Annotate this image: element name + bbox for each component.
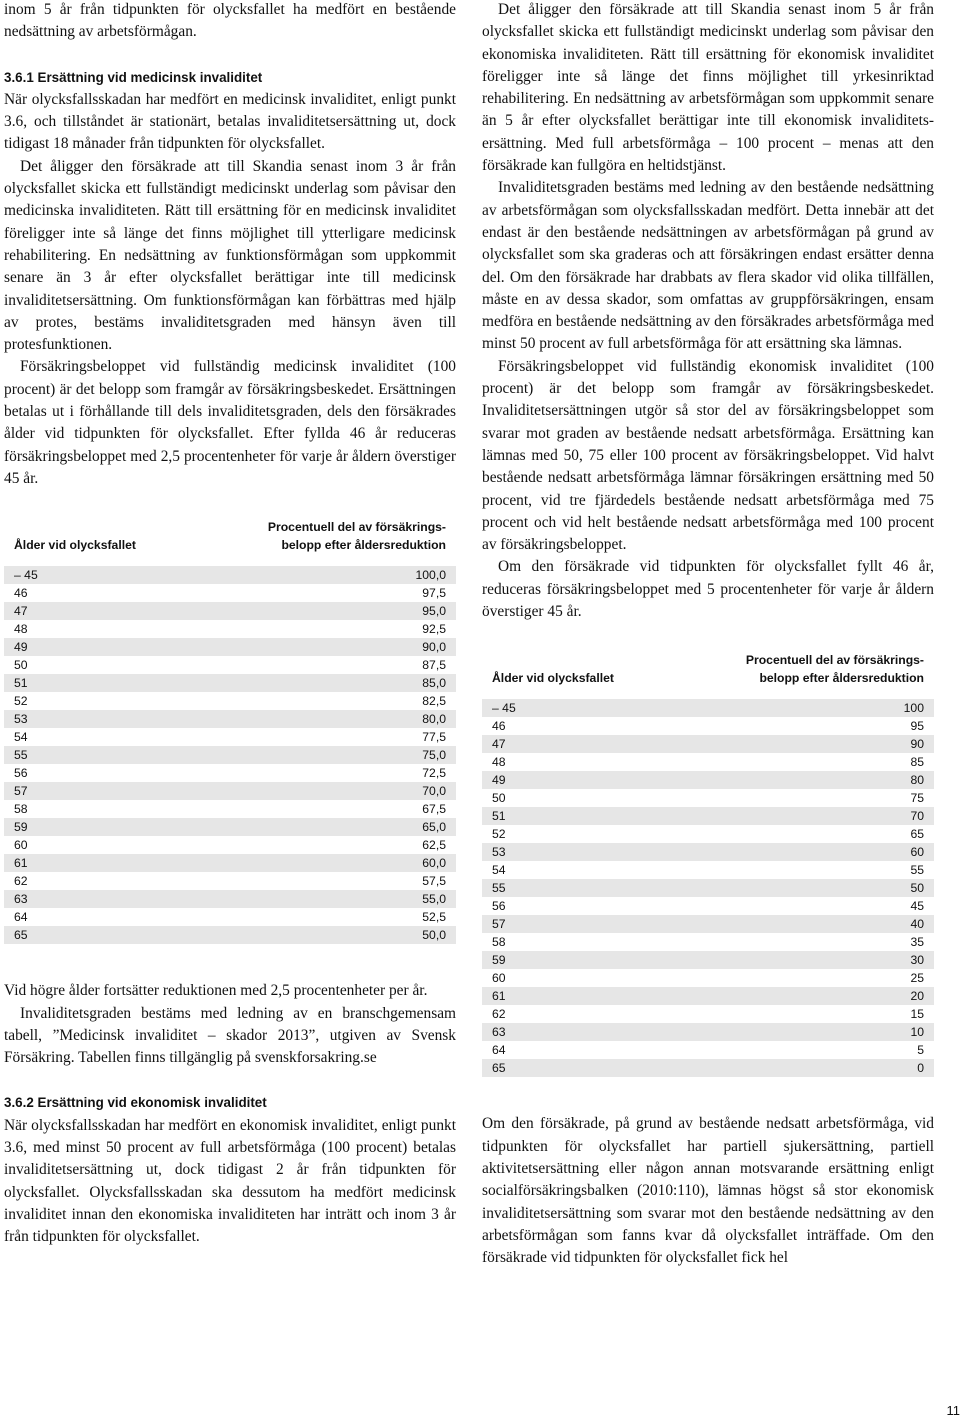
cell-age: 46 — [482, 717, 663, 735]
cell-percent: 100 — [663, 699, 934, 717]
cell-age: 64 — [4, 908, 185, 926]
table-row — [482, 807, 934, 825]
table-row — [482, 1023, 934, 1041]
section-title: Ersättning vid medicinsk invaliditet — [37, 69, 263, 85]
table-row — [4, 890, 456, 908]
cell-age: 47 — [482, 735, 663, 753]
section-number: 3.6.1 — [4, 69, 34, 85]
cell-percent: 77,5 — [185, 728, 456, 746]
table-row — [4, 602, 456, 620]
cell-age: 55 — [482, 879, 663, 897]
table-header-row — [482, 651, 934, 699]
table-row — [4, 584, 456, 602]
section-number: 3.6.2 — [4, 1095, 34, 1111]
cell-percent: 82,5 — [185, 692, 456, 710]
cell-age: 53 — [482, 843, 663, 861]
right-column — [482, 0, 934, 1269]
column-header-percent — [663, 651, 934, 699]
cell-percent: 60 — [663, 843, 934, 861]
column-header-percent — [185, 518, 456, 566]
cell-percent: 62,5 — [185, 836, 456, 854]
cell-age: 60 — [482, 969, 663, 987]
paragraph: Om den försäkrade vid tidpunkten för olycksfallet fyllt 46 år, reduceras försäkringsbeloppet med 5 procentenheter för varje år åldern överstiger 45 år. — [482, 558, 934, 621]
header-line: Procentuell del av försäkrings- — [267, 520, 446, 535]
cell-percent: 85,0 — [185, 674, 456, 692]
cell-percent: 55 — [663, 861, 934, 879]
cell-percent: 90 — [663, 735, 934, 753]
table-row — [4, 638, 456, 656]
table-row — [4, 836, 456, 854]
cell-percent: 80 — [663, 771, 934, 789]
table-row — [4, 926, 456, 944]
cell-percent: 72,5 — [185, 764, 456, 782]
cell-age: 54 — [482, 861, 663, 879]
cell-percent: 87,5 — [185, 656, 456, 674]
cell-age: 48 — [482, 753, 663, 771]
cell-age: 50 — [482, 789, 663, 807]
paragraph: När olycksfallsskadan har medfört en medicinsk invaliditet, enligt punkt 3.6, och tillståndet är stationärt, betalas invaliditetsersättning ut, dock tidigast 18 månader från tidpunkten för olycksfallet. — [4, 90, 456, 153]
table-row — [482, 699, 934, 717]
cell-percent: 15 — [663, 1005, 934, 1023]
table-row — [482, 951, 934, 969]
table-row — [482, 1059, 934, 1077]
cell-age: 62 — [482, 1005, 663, 1023]
table-row — [4, 764, 456, 782]
cell-percent: 90,0 — [185, 638, 456, 656]
cell-percent: 30 — [663, 951, 934, 969]
cell-age: 51 — [482, 807, 663, 825]
left-column — [4, 0, 456, 1249]
cell-age: 65 — [4, 926, 185, 944]
cell-percent: 0 — [663, 1059, 934, 1077]
table-row — [482, 1041, 934, 1059]
table-row — [4, 746, 456, 764]
paragraph: När olycksfallsskadan har medfört en ekonomisk invaliditet, enligt punkt 3.6, med minst 50 procent av full arbetsförmåga (100 procent) betalas invaliditetsersättning ut, dock tidigast 2 år från tidpunkten för olycksfallet. Olycksfallsskadan ska dessutom ha medfört medicinsk invaliditet innan den ekonomiska invaliditeten har inträtt och inom 3 år från tidpunkten för olycksfallet. — [4, 1116, 456, 1246]
table-row — [482, 933, 934, 951]
paragraph: Om den försäkrade, på grund av bestående nedsatt arbetsförmåga, vid tidpunkten för olycksfallet har partiell sjukersättning, partiell aktivitetsersättning eller någon annan motsvarande ersättning enligt socialförsäkringsbalken (2010:110), lämnas högst så stor ekonomisk invaliditetsersättning som svarar mot den bestående nedsättning av den arbetsförmågan som fanns kvar då olycksfallet inträffade. Om den försäkrade vid tidpunkten för olycksfallet fick hel — [482, 1115, 934, 1267]
cell-percent: 40 — [663, 915, 934, 933]
cell-age: 61 — [4, 854, 185, 872]
table-row — [482, 717, 934, 735]
cell-percent: 25 — [663, 969, 934, 987]
cell-age: – 45 — [482, 699, 663, 717]
cell-percent: 45 — [663, 897, 934, 915]
paragraph: Vid högre ålder fortsätter reduktionen med 2,5 procentenheter per år. — [4, 982, 428, 1000]
table-row — [482, 1005, 934, 1023]
cell-age: 55 — [4, 746, 185, 764]
cell-age: 57 — [482, 915, 663, 933]
header-line: belopp efter åldersreduktion — [281, 538, 446, 553]
page-number: 11 — [946, 1403, 960, 1418]
paragraph: Invaliditetsgraden bestäms med ledning av en branschgemensam tabell, ”Medicinsk invaliditet – skador 2013”, utgiven av Svensk Försäkring. Tabellen finns tillgänglig på svenskforsakring.se — [4, 1004, 456, 1067]
cell-age: 59 — [4, 818, 185, 836]
cell-percent: 97,5 — [185, 584, 456, 602]
cell-percent: 35 — [663, 933, 934, 951]
cell-percent: 100,0 — [185, 566, 456, 584]
cell-age: – 45 — [4, 566, 185, 584]
cell-age: 63 — [482, 1023, 663, 1041]
table-row — [482, 861, 934, 879]
cell-age: 58 — [4, 800, 185, 818]
cell-age: 52 — [482, 825, 663, 843]
cell-age: 56 — [4, 764, 185, 782]
cell-percent: 70 — [663, 807, 934, 825]
cell-age: 63 — [4, 890, 185, 908]
cell-age: 60 — [4, 836, 185, 854]
section-heading-3-6-1 — [4, 67, 456, 89]
table-row — [482, 735, 934, 753]
cell-age: 49 — [482, 771, 663, 789]
table-header-row — [4, 518, 456, 566]
table-row — [4, 872, 456, 890]
table-row — [482, 897, 934, 915]
cell-percent: 70,0 — [185, 782, 456, 800]
cell-age: 54 — [4, 728, 185, 746]
header-line: belopp efter åldersreduktion — [759, 671, 924, 686]
paragraph: Invaliditetsgraden bestäms med ledning av den bestående nedsättning av arbetsförmågan som olycksfallsskadan medfört. Detta innebär att det endast är den bestående nedsättningen av arbetsförmågan på grund av olycksfallet som ska graderas och att försäkringen endast ersätter denna del. Om den försäkrade har drabbats av flera skador vid olika tillfällen, måste en av dessa skador, som omfattas av gruppförsäkringen, ensam medföra en bestående nedsättning av den försäkrades arbetsförmåga med minst 50 procent av full arbetsförmåga för att ersättning ska lämnas. — [482, 179, 934, 353]
cell-percent: 20 — [663, 987, 934, 1005]
cell-percent: 92,5 — [185, 620, 456, 638]
cell-percent: 95 — [663, 717, 934, 735]
paragraph: Försäkringsbeloppet vid fullständig ekonomisk invaliditet (100 procent) är det belopp som framgår av försäkringsbeskedet. Invaliditetsersättningen utgör så stor del av försäkringsbeloppet som svarar mot graden av bestående nedsatt arbetsförmåga. Ersättning kan lämnas med 50, 75 eller 100 procent av försäkringsbeloppet. Vid halvt bestående nedsatt arbetsförmåga lämnar försäkringen ersättning med 50 procent, vid tre fjärdedels bestående nedsatt arbetsförmåga med 75 procent och vid helt bestående nedsatt arbetsförmåga med 100 procent av försäkringsbeloppet. — [482, 357, 934, 554]
cell-age: 46 — [4, 584, 185, 602]
cell-percent: 55,0 — [185, 890, 456, 908]
table-row — [4, 728, 456, 746]
cell-age: 48 — [4, 620, 185, 638]
table-row — [4, 710, 456, 728]
cell-percent: 75 — [663, 789, 934, 807]
age-reduction-table-medical — [4, 518, 456, 944]
cell-age: 49 — [4, 638, 185, 656]
column-header-age: Ålder vid olycksfallet — [14, 538, 136, 553]
cell-percent: 65 — [663, 825, 934, 843]
table-row — [4, 674, 456, 692]
cell-percent: 57,5 — [185, 872, 456, 890]
table-row — [482, 825, 934, 843]
cell-percent: 67,5 — [185, 800, 456, 818]
cell-age: 56 — [482, 897, 663, 915]
table-row — [482, 987, 934, 1005]
cell-age: 64 — [482, 1041, 663, 1059]
cell-percent: 60,0 — [185, 854, 456, 872]
table-row — [482, 753, 934, 771]
table-row — [4, 782, 456, 800]
cell-age: 47 — [4, 602, 185, 620]
paragraph: Det åligger den försäkrade att till Skandia senast inom 3 år från olycksfallet skicka ett fullständigt medicinskt underlag som påvisar den medicinska invaliditeten. Rätt till ersättning för en medicinsk invaliditet föreligger inte så länge det finns möjlighet till ytterligare medicinsk rehabilitering. En nedsättning av funktionsförmågan som uppkommit senare än 3 år efter olycksfallet berättigar inte till medicinsk invaliditetsersättning. Om funktionsförmågan kan förbättras med hjälp av protes, bestäms invaliditetsgraden med hänsyn även till protesfunktionen. — [4, 157, 456, 354]
cell-percent: 52,5 — [185, 908, 456, 926]
table-row — [482, 789, 934, 807]
cell-age: 52 — [4, 692, 185, 710]
header-line: Procentuell del av försäkrings- — [745, 653, 924, 668]
cell-age: 50 — [4, 656, 185, 674]
table-row — [482, 771, 934, 789]
cell-age: 57 — [4, 782, 185, 800]
section-heading-3-6-2 — [4, 1092, 456, 1114]
table-row — [482, 843, 934, 861]
cell-percent: 85 — [663, 753, 934, 771]
cell-percent: 10 — [663, 1023, 934, 1041]
cell-age: 62 — [4, 872, 185, 890]
cell-percent: 50,0 — [185, 926, 456, 944]
paragraph: Det åligger den försäkrade att till Skandia senast inom 5 år från olycksfallet skicka ett fullständigt medicinskt underlag som påvisar den ekonomiska invaliditeten. Rätt till ersättning för ekonomisk invaliditet föreligger inte så länge det finns möjlighet till yrkesinriktad rehabilitering. En nedsättning av arbetsförmågan som uppkommit senare än 5 år efter olycksfallet berättigar inte till ekonomisk invaliditetsersättning. Med full arbetsförmåga – 100 procent – menas att den försäkrade kan fullgöra en heltidstjänst. — [482, 1, 934, 175]
column-header-age: Ålder vid olycksfallet — [492, 671, 614, 686]
cell-percent: 5 — [663, 1041, 934, 1059]
section-title: Ersättning vid ekonomisk invaliditet — [37, 1095, 267, 1111]
cell-age: 61 — [482, 987, 663, 1005]
table-row — [4, 566, 456, 584]
paragraph: Försäkringsbeloppet vid fullständig medicinsk invaliditet (100 procent) är det belopp som framgår av försäkringsbeskedet. Ersättningen betalas ut i förhållande till dels invaliditetsgraden, dels den försäkrades ålder vid tidpunkten för olycksfallet. Efter fyllda 46 år reduceras försäkringsbeloppet med 2,5 procentenheter för varje år åldern överstiger 45 år. — [4, 358, 456, 487]
table-row — [4, 620, 456, 638]
age-reduction-table-economic — [482, 651, 934, 1077]
cell-percent: 95,0 — [185, 602, 456, 620]
cell-age: 51 — [4, 674, 185, 692]
table-row — [482, 879, 934, 897]
cell-age: 59 — [482, 951, 663, 969]
cell-age: 53 — [4, 710, 185, 728]
cell-percent: 80,0 — [185, 710, 456, 728]
table-row — [482, 915, 934, 933]
table-row — [4, 818, 456, 836]
cell-percent: 50 — [663, 879, 934, 897]
table-row — [4, 656, 456, 674]
cell-percent: 75,0 — [185, 746, 456, 764]
cell-age: 65 — [482, 1059, 663, 1077]
paragraph-intro: inom 5 år från tidpunkten för olycksfallet ha medfört en bestående nedsättning av arbetsförmågan. — [4, 1, 456, 41]
table-row — [4, 800, 456, 818]
cell-age: 58 — [482, 933, 663, 951]
table-row — [4, 692, 456, 710]
cell-percent: 65,0 — [185, 818, 456, 836]
table-row — [482, 969, 934, 987]
table-row — [4, 908, 456, 926]
table-row — [4, 854, 456, 872]
